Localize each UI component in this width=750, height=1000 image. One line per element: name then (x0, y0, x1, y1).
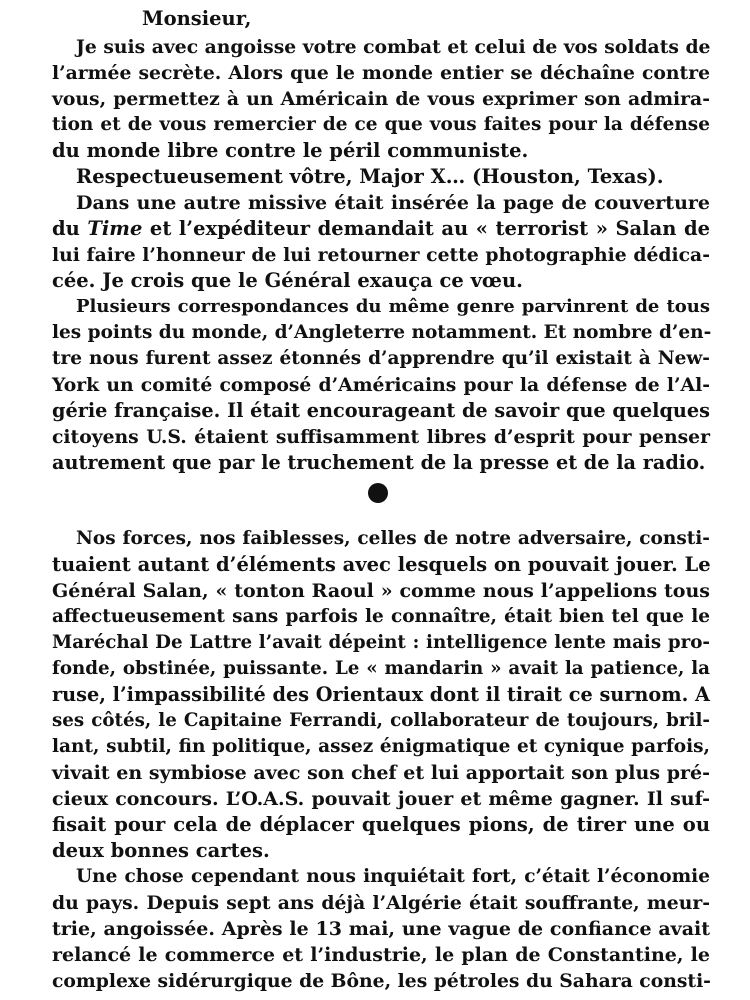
letter-line: tion et de vous remercier de ce que vous faites pour la défense (52, 114, 710, 135)
paragraph-line: Nos forces, nos faiblesses, celles de notre adversaire, consti- (76, 528, 710, 549)
letter-signature: Respectueusement vôtre, Major X… (Houston, Texas). (76, 165, 664, 188)
paragraph-line: fonde, obstinée, puissante. Le « mandarin » avait la patience, la (52, 658, 710, 679)
paragraph-line: ses côtés, le Capitaine Ferrandi, collaborateur de toujours, bril- (52, 710, 710, 731)
time-magazine-title: Time (87, 217, 143, 240)
paragraph-line: lui faire l’honneur de lui retourner cette photographie dédica- (52, 244, 710, 266)
letter-line: l’armée secrète. Alors que le monde entier se déchaîne contre (52, 62, 710, 84)
paragraph-line: affectueusement sans parfois le connaître, était bien tel que le (52, 606, 710, 627)
paragraph-line: ruse, l’impassibilité des Orientaux dont il tirait ce surnom. A (52, 683, 710, 706)
paragraph-line: York un comité composé d’Américains pour la défense de l’Al- (52, 374, 710, 396)
letter-salutation: Monsieur, (142, 7, 252, 30)
paragraph-line (52, 216, 710, 242)
letter-line: vous, permettez à un Américain de vous exprimer son admira- (52, 88, 710, 110)
text-segment: et l’expéditeur demandait au « terrorist » Salan de (142, 217, 710, 240)
paragraph-line: du pays. Depuis sept ans déjà l’Algérie était souffrante, meur- (52, 892, 710, 914)
letter-line: Je suis avec angoisse votre combat et celui de vos soldats de (76, 36, 711, 58)
paragraph-line: tuaient autant d’éléments avec lesquels on pouvait jouer. Le (52, 553, 711, 576)
paragraph-line: cée. Je crois que le Général exauça ce vœu. (52, 269, 523, 292)
paragraph-line: tre nous furent assez étonnés d’apprendre qu’il existait à New- (52, 348, 710, 369)
letter-line: du monde libre contre le péril communiste. (52, 139, 529, 162)
paragraph-line: trie, angoissée. Après le 13 mai, une vague de confiance avait (52, 918, 710, 940)
paragraph-line: deux bonnes cartes. (52, 839, 270, 862)
section-separator-bullet (368, 483, 388, 503)
paragraph-line: fisait pour cela de déplacer quelques pions, de tirer une ou (52, 813, 710, 836)
paragraph-line: les points du monde, d’Angleterre notamment. Et nombre d’en- (52, 322, 712, 343)
paragraph-line: Dans une autre missive était insérée la page de couverture (76, 192, 710, 214)
paragraph-line: Une chose cependant nous inquiétait fort, c’était l’économie (76, 866, 710, 887)
paragraph-line: cieux concours. L’O.A.S. pouvait jouer et même gagner. Il suf- (52, 788, 710, 810)
paragraph-line: autrement que par le truchement de la presse et de la radio. (52, 451, 706, 474)
paragraph-line: citoyens U.S. étaient suffisamment libres d’esprit pour penser (52, 426, 710, 448)
paragraph-line: lant, subtil, fin politique, assez énigmatique et cynique parfois, (52, 736, 710, 757)
paragraph-line: gérie française. Il était encourageant de savoir que quelques (52, 399, 710, 422)
paragraph-line: Général Salan, « tonton Raoul » comme nous l’appelions tous (52, 580, 710, 602)
paragraph-line: vivait en symbiose avec son chef et lui apportait son plus pré- (52, 762, 710, 784)
paragraph-line: Maréchal De Lattre l’avait dépeint : intelligence lente mais pro- (52, 632, 710, 653)
paragraph-line: relancé le commerce et l’industrie, le plan de Constantine, le (52, 944, 710, 966)
paragraph-line: complexe sidérurgique de Bône, les pétroles du Sahara consti- (52, 970, 711, 992)
paragraph-line: Plusieurs correspondances du même genre parvinrent de tous (76, 296, 710, 317)
text-segment: du (52, 217, 88, 240)
